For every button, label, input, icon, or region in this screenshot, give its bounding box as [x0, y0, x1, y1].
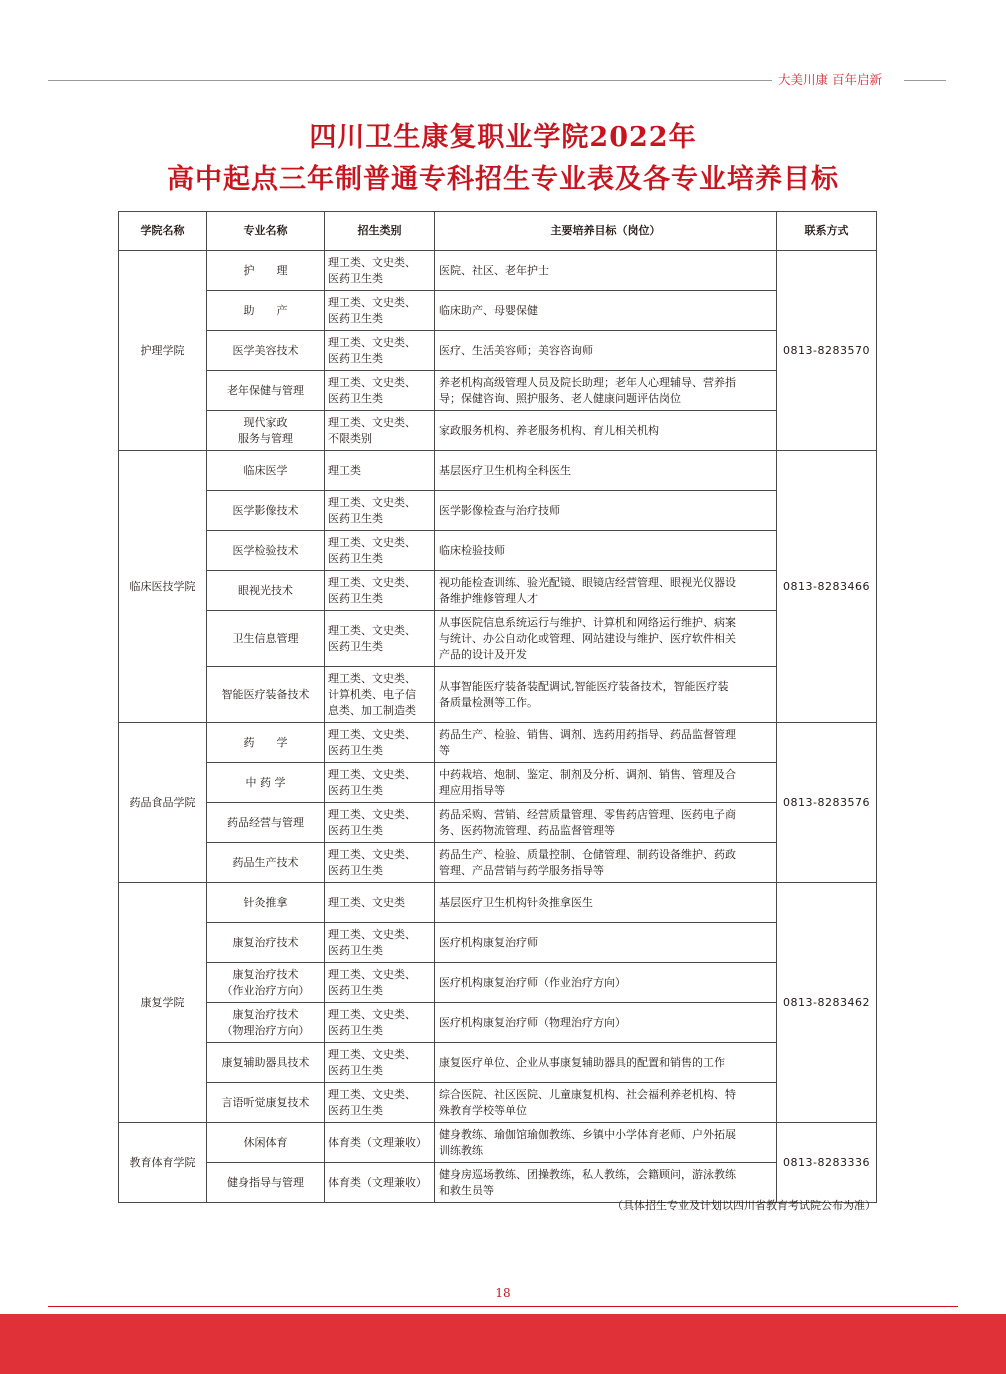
major-name: [207, 291, 325, 331]
cell-text-line: 医药卫生类: [328, 823, 383, 837]
cell-text-line: 中 药 学: [245, 775, 286, 789]
training-goal: [435, 371, 777, 411]
cell-text-line: 备质量检测等工作。: [439, 695, 538, 709]
cell-text-line: 卫生信息管理: [232, 631, 299, 645]
training-goal: [435, 723, 777, 763]
enrollment-category: [325, 923, 435, 963]
cell-text-line: 助 产: [243, 303, 288, 317]
table-row: [119, 1123, 877, 1163]
training-goal: [435, 531, 777, 571]
cell-text-line: 理工类、文史类、: [328, 727, 416, 741]
training-goal: [435, 1083, 777, 1123]
cell-text-line: 理工类、文史类: [328, 895, 405, 909]
cell-text-line: 管理、产品营销与药学服务指导等: [439, 863, 604, 877]
cell-text-line: 理工类、文史类、: [328, 847, 416, 861]
training-goal: [435, 667, 777, 723]
cell-text-line: 理工类、文史类、: [328, 1047, 416, 1061]
cell-text-line: 理工类、文史类、: [328, 1087, 416, 1101]
major-name: [207, 571, 325, 611]
training-goal: [435, 291, 777, 331]
training-goal: [435, 803, 777, 843]
cell-text-line: 理应用指导等: [439, 783, 505, 797]
table-row: [119, 923, 877, 963]
contact-phone: 0813-8283462: [777, 883, 877, 1123]
cell-text-line: 殊教育学校等单位: [439, 1103, 527, 1117]
cell-text-line: 护 理: [243, 263, 288, 277]
cell-text-line: 服务与管理: [238, 431, 293, 445]
training-goal: [435, 451, 777, 491]
contact-phone: 0813-8283570: [777, 251, 877, 451]
cell-text-line: 医药卫生类: [328, 743, 383, 757]
table-row: [119, 1083, 877, 1123]
header-college: 学院名称: [119, 212, 207, 251]
cell-text-line: 理工类、文史类、: [328, 255, 416, 269]
table-row: [119, 803, 877, 843]
college-name: 康复学院: [119, 883, 207, 1123]
cell-text-line: 备维护维修管理人才: [439, 591, 538, 605]
major-name: [207, 371, 325, 411]
cell-text-line: 视功能检查训练、验光配镜、眼镜店经营管理、眼视光仪器设: [439, 575, 736, 589]
training-goal: [435, 1123, 777, 1163]
cell-text-line: 现代家政: [243, 415, 288, 429]
cell-text-line: 医药卫生类: [328, 551, 383, 565]
cell-text-line: 医药卫生类: [328, 983, 383, 997]
training-goal: [435, 923, 777, 963]
cell-text-line: 药品采购、营销、经营质量管理、零售药店管理、医药电子商: [439, 807, 736, 821]
cell-text-line: 理工类、文史类、: [328, 807, 416, 821]
cell-text-line: 药品生产、检验、质量控制、仓储管理、制药设备维护、药政: [439, 847, 736, 861]
cell-text-line: 理工类、文史类、: [328, 671, 416, 685]
table-row: [119, 1043, 877, 1083]
major-name: [207, 723, 325, 763]
cell-text-line: 康复治疗技术: [232, 935, 299, 949]
table-row: [119, 667, 877, 723]
enrollment-category: [325, 611, 435, 667]
major-name: [207, 1083, 325, 1123]
cell-text-line: 理工类、文史类、: [328, 1007, 416, 1021]
cell-text-line: 理工类、文史类、: [328, 535, 416, 549]
table-row: [119, 451, 877, 491]
cell-text-line: 养老机构高级管理人员及院长助理；老年人心理辅导、营养指: [439, 375, 736, 389]
table-row: [119, 411, 877, 451]
table-row: [119, 611, 877, 667]
major-name: [207, 803, 325, 843]
major-name: [207, 963, 325, 1003]
cell-text-line: 理工类、文史类、: [328, 967, 416, 981]
table-row: [119, 491, 877, 531]
major-name: [207, 923, 325, 963]
majors-table: [118, 211, 877, 1203]
cell-text-line: 医药卫生类: [328, 783, 383, 797]
cell-text-line: 理工类、文史类、: [328, 495, 416, 509]
cell-text-line: 理工类: [328, 463, 361, 477]
cell-text-line: 基层医疗卫生机构全科医生: [439, 463, 571, 477]
table-row: [119, 251, 877, 291]
footnote: （具体招生专业及计划以四川省教育考试院公布为准）: [612, 1199, 876, 1212]
header-rule-right: [904, 80, 946, 81]
cell-text-line: 医疗机构康复治疗师（物理治疗方向）: [439, 1015, 626, 1029]
cell-text-line: 医药卫生类: [328, 271, 383, 285]
cell-text-line: 理工类、文史类、: [328, 335, 416, 349]
cell-text-line: 医学美容技术: [232, 343, 299, 357]
cell-text-line: 医药卫生类: [328, 1103, 383, 1117]
enrollment-category: [325, 667, 435, 723]
cell-text-line: 药品生产、检验、销售、调剂、选药用药指导、药品监督管理: [439, 727, 736, 741]
cell-text-line: 临床医学: [243, 463, 288, 477]
cell-text-line: 医药卫生类: [328, 1063, 383, 1077]
cell-text-line: 理工类、文史类、: [328, 767, 416, 781]
cell-text-line: 理工类、文史类、: [328, 375, 416, 389]
table-row: [119, 1003, 877, 1043]
header-rule-left: [48, 80, 772, 81]
table-header-row: [119, 212, 877, 251]
cell-text-line: 医药卫生类: [328, 943, 383, 957]
enrollment-category: [325, 963, 435, 1003]
cell-text-line: （物理治疗方向）: [221, 1023, 310, 1037]
enrollment-category: [325, 843, 435, 883]
enrollment-category: [325, 451, 435, 491]
cell-text-line: 针灸推拿: [243, 895, 288, 909]
cell-text-line: 医疗机构康复治疗师（作业治疗方向）: [439, 975, 626, 989]
table-row: [119, 531, 877, 571]
table-row: [119, 883, 877, 923]
cell-text-line: 基层医疗卫生机构针灸推拿医生: [439, 895, 593, 909]
cell-text-line: 药品经营与管理: [227, 815, 304, 829]
footer-rule: [48, 1306, 958, 1307]
cell-text-line: 医院、社区、老年护士: [439, 263, 549, 277]
training-goal: [435, 571, 777, 611]
enrollment-category: [325, 803, 435, 843]
enrollment-category: [325, 531, 435, 571]
major-name: [207, 331, 325, 371]
cell-text-line: 医学检验技术: [232, 543, 299, 557]
college-name: 临床医技学院: [119, 451, 207, 723]
major-name: [207, 883, 325, 923]
cell-text-line: 医药卫生类: [328, 391, 383, 405]
table-row: [119, 963, 877, 1003]
cell-text-line: 和救生员等: [439, 1183, 494, 1197]
cell-text-line: 医药卫生类: [328, 639, 383, 653]
major-name: [207, 1003, 325, 1043]
cell-text-line: 息类、加工制造类: [328, 703, 416, 717]
header-slogan: 大美川康 百年启新: [778, 72, 882, 87]
contact-phone: 0813-8283336: [777, 1123, 877, 1203]
training-goal: [435, 251, 777, 291]
cell-text-line: 医药卫生类: [328, 311, 383, 325]
cell-text-line: 从事医院信息系统运行与维护、计算机和网络运行维护、病案: [439, 615, 736, 629]
cell-text-line: 从事智能医疗装备装配调试,智能医疗装备技术，智能医疗装: [439, 679, 729, 693]
major-name: [207, 1163, 325, 1203]
cell-text-line: 务、医药物流管理、药品监督管理等: [439, 823, 615, 837]
cell-text-line: 理工类、文史类、: [328, 295, 416, 309]
cell-text-line: 理工类、文史类、: [328, 415, 416, 429]
page-number: 18: [495, 1286, 511, 1300]
training-goal: [435, 1003, 777, 1043]
enrollment-category: [325, 1163, 435, 1203]
enrollment-category: [325, 291, 435, 331]
table-row: [119, 843, 877, 883]
cell-text-line: 医药卫生类: [328, 863, 383, 877]
table-row: [119, 1163, 877, 1203]
training-goal: [435, 491, 777, 531]
cell-text-line: 康复治疗技术: [232, 967, 299, 981]
table-row: [119, 571, 877, 611]
cell-text-line: 药品生产技术: [232, 855, 299, 869]
cell-text-line: 不限类别: [328, 431, 372, 445]
enrollment-category: [325, 1043, 435, 1083]
cell-text-line: 产品的设计及开发: [439, 647, 527, 661]
table-row: [119, 291, 877, 331]
cell-text-line: 家政服务机构、养老服务机构、育儿相关机构: [439, 423, 659, 437]
major-name: [207, 451, 325, 491]
cell-text-line: 综合医院、社区医院、儿童康复机构、社会福利养老机构、特: [439, 1087, 736, 1101]
major-name: [207, 611, 325, 667]
major-name: [207, 251, 325, 291]
cell-text-line: 健身指导与管理: [227, 1175, 304, 1189]
major-name: [207, 843, 325, 883]
table-body: [119, 251, 877, 1203]
header-category: 招生类别: [325, 212, 435, 251]
cell-text-line: 休闲体育: [243, 1135, 288, 1149]
contact-phone: 0813-8283466: [777, 451, 877, 723]
cell-text-line: 临床检验技师: [439, 543, 505, 557]
cell-text-line: 等: [439, 743, 450, 757]
major-name: [207, 1043, 325, 1083]
cell-text-line: 医疗机构康复治疗师: [439, 935, 538, 949]
enrollment-category: [325, 331, 435, 371]
cell-text-line: 医药卫生类: [328, 591, 383, 605]
major-name: [207, 491, 325, 531]
cell-text-line: 导；保健咨询、照护服务、老人健康问题评估岗位: [439, 391, 681, 405]
enrollment-category: [325, 763, 435, 803]
major-name: [207, 411, 325, 451]
training-goal: [435, 1163, 777, 1203]
cell-text-line: 训练教练: [439, 1143, 483, 1157]
training-goal: [435, 331, 777, 371]
cell-text-line: 中药栽培、炮制、鉴定、制剂及分析、调剂、销售、管理及合: [439, 767, 736, 781]
college-name: 药品食品学院: [119, 723, 207, 883]
cell-text-line: 临床助产、母婴保健: [439, 303, 538, 317]
cell-text-line: 康复辅助器具技术: [221, 1055, 310, 1069]
page-title-line2: 高中起点三年制普通专科招生专业表及各专业培养目标: [167, 164, 839, 195]
table-row: [119, 763, 877, 803]
cell-text-line: 医学影像检查与治疗技师: [439, 503, 560, 517]
training-goal: [435, 963, 777, 1003]
cell-text-line: 医药卫生类: [328, 1023, 383, 1037]
cell-text-line: 医药卫生类: [328, 511, 383, 525]
enrollment-category: [325, 411, 435, 451]
enrollment-category: [325, 251, 435, 291]
cell-text-line: 康复医疗单位、企业从事康复辅助器具的配置和销售的工作: [439, 1055, 725, 1069]
training-goal: [435, 763, 777, 803]
table-row: [119, 331, 877, 371]
cell-text-line: 健身房巡场教练、团操教练，私人教练，会籍顾问，游泳教练: [439, 1167, 736, 1181]
cell-text-line: 体育类（文理兼收）: [328, 1175, 427, 1189]
enrollment-category: [325, 571, 435, 611]
enrollment-category: [325, 371, 435, 411]
cell-text-line: 理工类、文史类、: [328, 575, 416, 589]
enrollment-category: [325, 1083, 435, 1123]
cell-text-line: 老年保健与管理: [227, 383, 304, 397]
contact-phone: 0813-8283576: [777, 723, 877, 883]
cell-text-line: 康复治疗技术: [232, 1007, 299, 1021]
cell-text-line: 言语听觉康复技术: [221, 1095, 310, 1109]
header-contact: 联系方式: [777, 212, 877, 251]
table-row: [119, 371, 877, 411]
major-name: [207, 531, 325, 571]
page-title-line1: 四川卫生康复职业学院2022年: [309, 122, 697, 153]
cell-text-line: 健身教练、瑜伽馆瑜伽教练、乡镇中小学体育老师、户外拓展: [439, 1127, 736, 1141]
major-name: [207, 1123, 325, 1163]
cell-text-line: 理工类、文史类、: [328, 623, 416, 637]
enrollment-category: [325, 883, 435, 923]
table-row: [119, 723, 877, 763]
enrollment-category: [325, 1003, 435, 1043]
enrollment-category: [325, 491, 435, 531]
college-name: 护理学院: [119, 251, 207, 451]
header-major: 专业名称: [207, 212, 325, 251]
major-name: [207, 763, 325, 803]
cell-text-line: 医药卫生类: [328, 351, 383, 365]
cell-text-line: 药 学: [243, 735, 288, 749]
training-goal: [435, 1043, 777, 1083]
cell-text-line: 医学影像技术: [232, 503, 299, 517]
cell-text-line: 计算机类、电子信: [328, 687, 416, 701]
training-goal: [435, 411, 777, 451]
training-goal: [435, 611, 777, 667]
cell-text-line: 智能医疗装备技术: [221, 687, 310, 701]
enrollment-category: [325, 1123, 435, 1163]
college-name: 教育体育学院: [119, 1123, 207, 1203]
major-name: [207, 667, 325, 723]
cell-text-line: 体育类（文理兼收）: [328, 1135, 427, 1149]
header-goal: 主要培养目标（岗位）: [435, 212, 777, 251]
cell-text-line: 与统计、办公自动化或管理、网站建设与维护、医疗软件相关: [439, 631, 736, 645]
cell-text-line: 理工类、文史类、: [328, 927, 416, 941]
enrollment-category: [325, 723, 435, 763]
cell-text-line: 眼视光技术: [238, 583, 293, 597]
training-goal: [435, 883, 777, 923]
training-goal: [435, 843, 777, 883]
cell-text-line: 医疗、生活美容师；美容咨询师: [439, 343, 593, 357]
cell-text-line: （作业治疗方向）: [221, 983, 310, 997]
footer-band: [0, 1314, 1006, 1374]
